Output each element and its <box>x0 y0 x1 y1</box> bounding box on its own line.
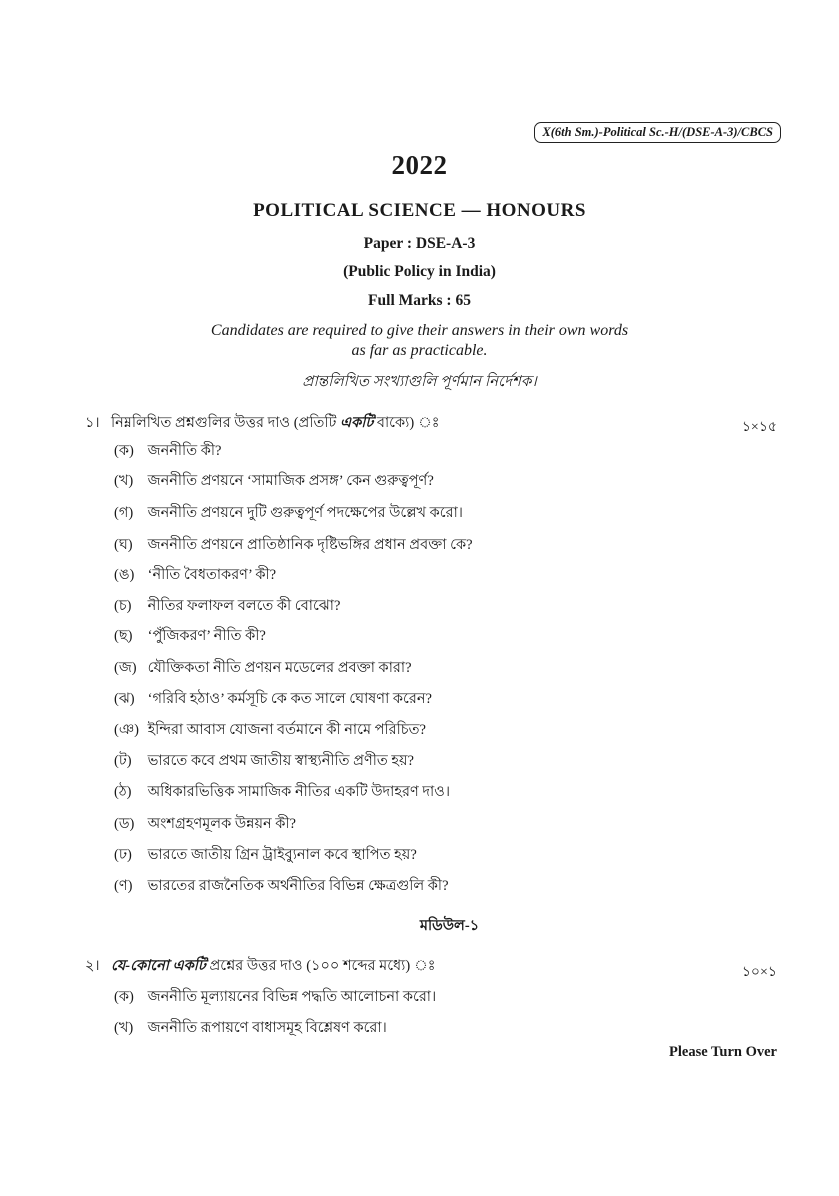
list-item <box>114 781 450 805</box>
item-label: (ঢ) <box>114 847 132 863</box>
question-2-marks: ১০×১ <box>741 965 777 980</box>
item-label: (খ) <box>114 473 134 489</box>
list-item <box>114 719 426 743</box>
please-turn-over: Please Turn Over <box>669 1044 777 1060</box>
margin-note: প্রান্তলিখিত সংখ্যাগুলি পূর্ণমান নির্দেশক। <box>302 374 537 390</box>
item-text: ‘নীতি বৈধতাকরণ’ কী? <box>147 567 277 583</box>
question-2 <box>85 955 436 979</box>
question-1-marks: ১×১৫ <box>741 420 777 435</box>
instruction-line-2: as far as practicable. <box>351 342 488 359</box>
list-item <box>114 625 266 649</box>
question-number: ১। <box>85 415 100 431</box>
item-label: (ছ) <box>114 628 133 644</box>
item-text: ‘গরিবি হঠাও’ কর্মসূচি কে কত সালে ঘোষণা করেন? <box>147 691 432 707</box>
question-text-end: বাক্যে) ঃ <box>373 415 440 431</box>
question-text: নিম্নলিখিত প্রশ্নগুলির উত্তর দাও (প্রতিটি <box>111 415 341 431</box>
item-text: জননীতি রূপায়ণে বাধাসমূহ বিশ্লেষণ করো। <box>147 1020 387 1036</box>
paper-code-box: X(6th Sm.)-Political Sc.-H/(DSE-A-3)/CBCS <box>534 122 781 143</box>
item-text: জননীতি প্রণয়নে প্রাতিষ্ঠানিক দৃষ্টিভঙ্গির প্রধান প্রবক্তা কে? <box>147 537 473 553</box>
list-item <box>114 534 473 558</box>
question-emphasis: যে-কোনো একটি <box>111 958 206 974</box>
list-item <box>114 502 463 526</box>
item-label: (ঙ) <box>114 567 135 583</box>
full-marks: Full Marks : 65 <box>368 292 471 309</box>
list-item <box>114 875 449 899</box>
list-item <box>114 657 412 681</box>
item-text: যৌক্তিকতা নীতি প্রণয়ন মডেলের প্রবক্তা কারা? <box>147 660 412 676</box>
item-label: (খ) <box>114 1020 134 1036</box>
list-item <box>114 986 436 1010</box>
item-label: (ঠ) <box>114 784 132 800</box>
item-label: (ড) <box>114 816 135 832</box>
list-item <box>114 813 296 837</box>
question-1 <box>85 412 440 436</box>
item-label: (ঝ) <box>114 691 135 707</box>
list-item <box>114 1017 387 1041</box>
item-label: (চ) <box>114 598 132 614</box>
item-label: (ক) <box>114 443 134 459</box>
item-text: ভারতে কবে প্রথম জাতীয় স্বাস্থ্যনীতি প্রণীত হয়? <box>147 753 414 769</box>
list-item <box>114 440 221 464</box>
paper-code: Paper : DSE-A-3 <box>363 235 476 252</box>
list-item <box>114 844 417 868</box>
question-emphasis: একটি <box>340 415 374 431</box>
item-text: জননীতি প্রণয়নে দুটি গুরুত্বপূর্ণ পদক্ষেপের উল্লেখ করো। <box>147 505 463 521</box>
question-text: প্রশ্নের উত্তর দাও (১০০ শব্দের মধ্যে) ঃ <box>205 958 436 974</box>
paper-title: (Public Policy in India) <box>343 263 496 280</box>
item-label: (ঞ) <box>114 722 139 738</box>
instructions <box>0 321 839 361</box>
item-label: (গ) <box>114 505 134 521</box>
item-text: জননীতি প্রণয়নে ‘সামাজিক প্রসঙ্গ’ কেন গুরুত্বপূর্ণ? <box>147 473 434 489</box>
item-label: (ঘ) <box>114 537 133 553</box>
item-text: অংশগ্রহণমূলক উন্নয়ন কী? <box>147 816 296 832</box>
item-label: (ট) <box>114 753 132 769</box>
item-label: (ণ) <box>114 878 133 894</box>
item-text: ভারতে জাতীয় গ্রিন ট্রাইব্যুনাল কবে স্থাপিত হয়? <box>147 847 417 863</box>
item-text: ইন্দিরা আবাস যোজনা বর্তমানে কী নামে পরিচিত? <box>147 722 426 738</box>
item-text: জননীতি কী? <box>147 443 222 459</box>
item-text: অধিকারভিত্তিক সামাজিক নীতির একটি উদাহরণ দাও। <box>147 784 451 800</box>
item-label: (জ) <box>114 660 137 676</box>
item-text: ভারতের রাজনৈতিক অর্থনীতির বিভিন্ন ক্ষেত্রগুলি কী? <box>147 878 449 894</box>
subject-title: POLITICAL SCIENCE — HONOURS <box>253 200 586 221</box>
instruction-line-1: Candidates are required to give their answers in their own words <box>210 322 629 339</box>
question-number: ২। <box>85 958 100 974</box>
list-item <box>114 564 276 588</box>
item-text: ‘পুঁজিকরণ’ নীতি কী? <box>147 628 266 644</box>
item-text: নীতির ফলাফল বলতে কী বোঝো? <box>147 598 341 614</box>
list-item <box>114 470 434 494</box>
list-item <box>114 688 432 712</box>
module-heading: মডিউল-১ <box>419 918 480 934</box>
item-label: (ক) <box>114 989 134 1005</box>
exam-year: 2022 <box>391 150 448 180</box>
list-item <box>114 595 340 619</box>
list-item <box>114 750 414 774</box>
item-text: জননীতি মূল্যায়নের বিভিন্ন পদ্ধতি আলোচনা করো। <box>147 989 437 1005</box>
